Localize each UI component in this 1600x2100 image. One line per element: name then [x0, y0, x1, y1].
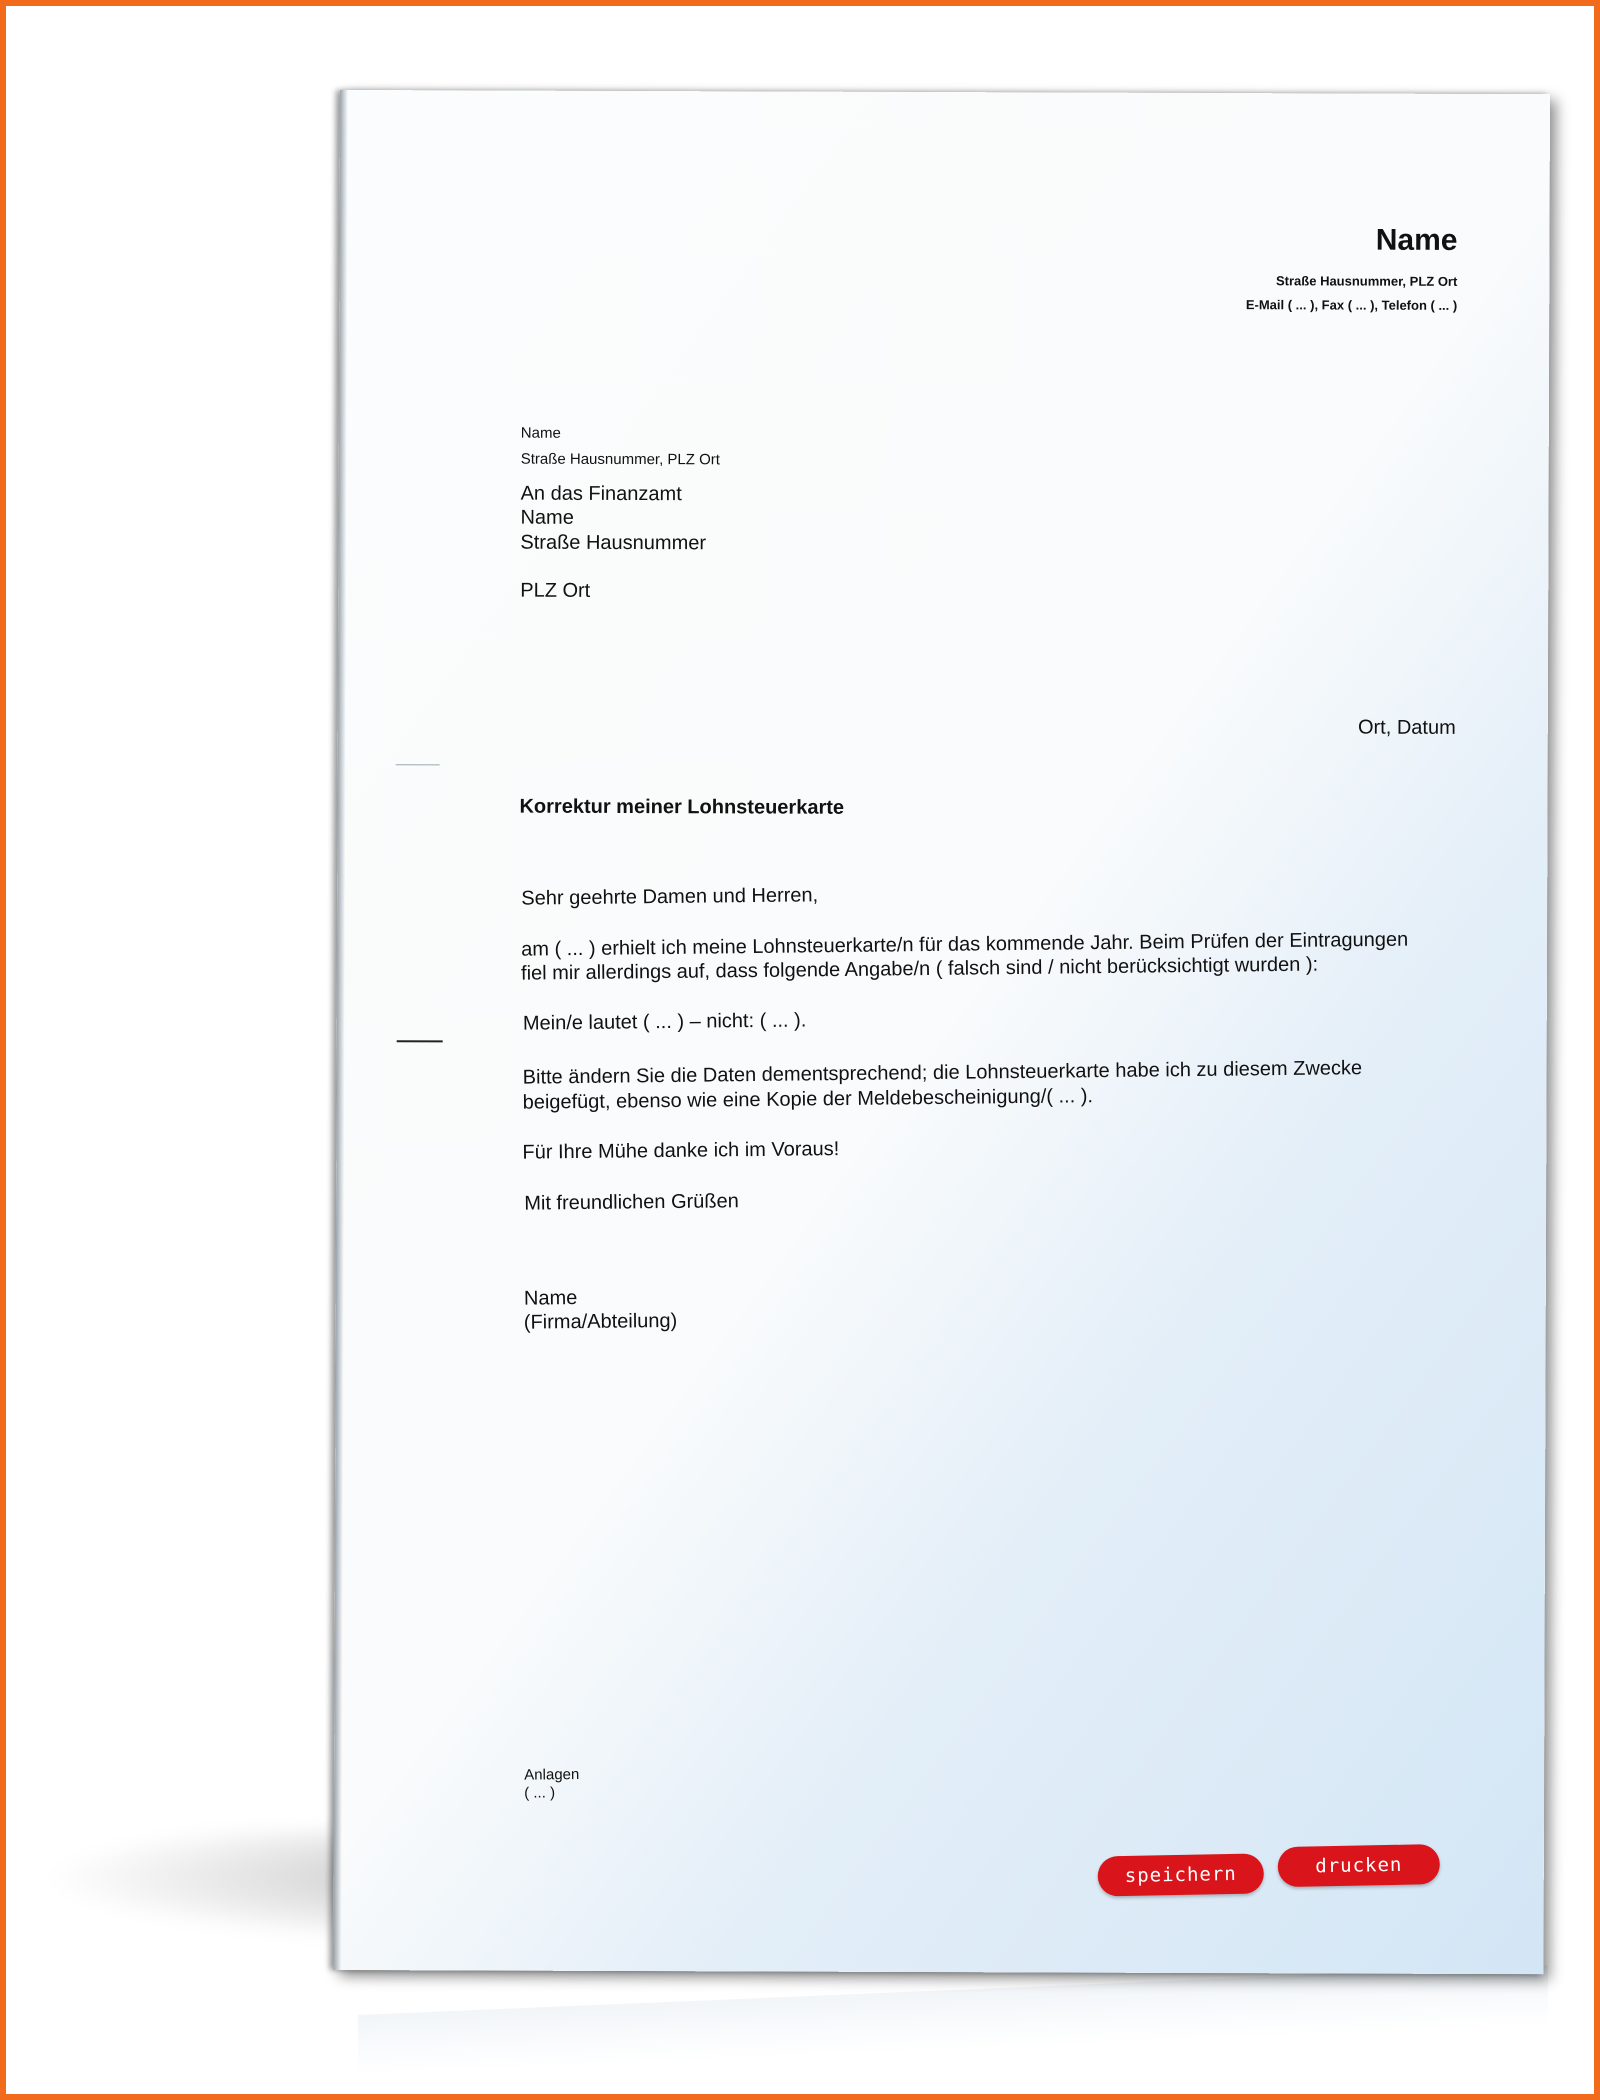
- attachments-label: Anlagen: [524, 1766, 580, 1784]
- place-date: Ort, Datum: [1357, 716, 1456, 739]
- attachments-value: ( ... ): [524, 1784, 556, 1802]
- body-paragraph-1-line-2: fiel mir allerdings auf, dass folgende Angabe/n ( falsch sind / nicht berücksichtigt wurden ):: [520, 953, 1319, 985]
- fold-mark-top: [396, 764, 440, 765]
- recipient-line-4: PLZ Ort: [520, 579, 591, 602]
- body-paragraph-4: Für Ihre Mühe danke ich im Voraus!: [522, 1138, 840, 1164]
- letter-page: [333, 90, 1550, 1974]
- body-paragraph-3-line-1: Bitte ändern Sie die Daten dementsprechend; die Lohnsteuerkarte habe ich zu diesem Zwecke: [522, 1057, 1363, 1089]
- punch-mark: [397, 1040, 443, 1042]
- return-address-street: Straße Hausnummer, PLZ Ort: [520, 450, 720, 469]
- signature-name: Name: [523, 1287, 578, 1310]
- recipient-line-2: Name: [520, 506, 574, 529]
- letterhead-address: Straße Hausnummer, PLZ Ort: [1275, 273, 1458, 289]
- recipient-line-1: An das Finanzamt: [520, 482, 682, 506]
- return-address-name: Name: [520, 424, 561, 442]
- body-paragraph-2: Mein/e lautet ( ... ) – nicht: ( ... ).: [522, 1009, 807, 1035]
- body-paragraph-3-line-2: beigefügt, ebenso wie eine Kopie der Meldebescheinigung/( ... ).: [522, 1085, 1094, 1114]
- letterhead-contact: E-Mail ( ... ), Fax ( ... ), Telefon ( ... ): [1245, 297, 1458, 313]
- signature-department: (Firma/Abteilung): [523, 1309, 678, 1334]
- letterhead-name: Name: [1375, 223, 1458, 257]
- print-button[interactable]: drucken: [1277, 1844, 1440, 1887]
- salutation: Sehr geehrte Damen und Herren,: [521, 884, 819, 910]
- closing: Mit freundlichen Grüßen: [524, 1190, 739, 1215]
- body-paragraph-1-line-1: am ( ... ) erhielt ich meine Lohnsteuerkarte/n für das kommende Jahr. Beim Prüfen der Eintragungen: [521, 928, 1409, 961]
- subject-line: Korrektur meiner Lohnsteuerkarte: [519, 795, 845, 819]
- save-button[interactable]: speichern: [1097, 1853, 1264, 1896]
- recipient-line-3: Straße Hausnummer: [520, 531, 707, 555]
